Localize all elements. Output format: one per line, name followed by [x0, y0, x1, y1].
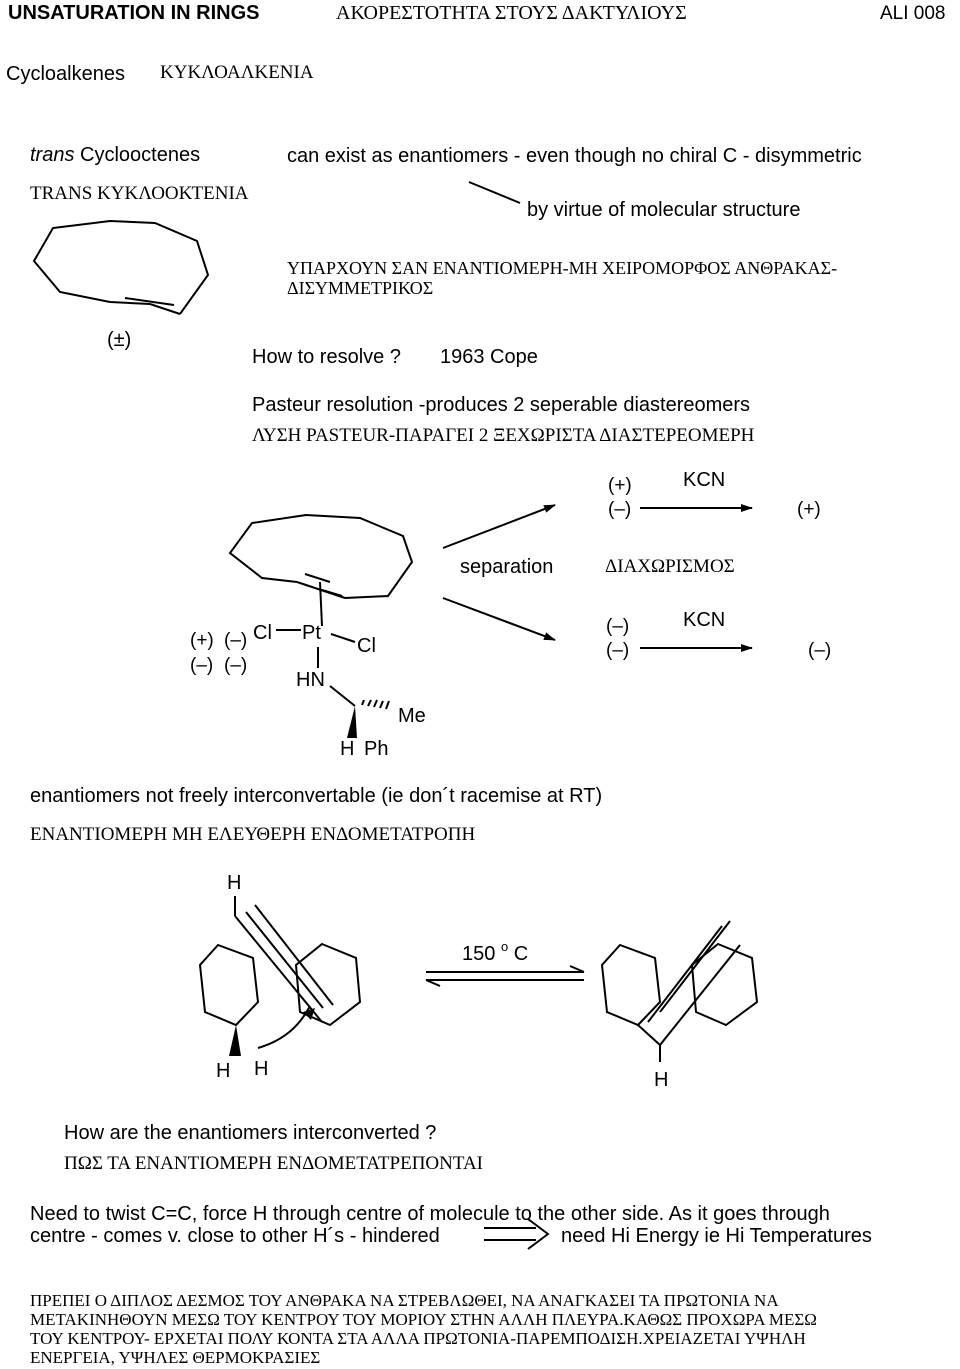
enantiomer-claim: can exist as enantiomers - even though no chiral C - disymmetric: [287, 145, 862, 167]
platinum-atom: Pt: [302, 622, 321, 644]
enantiomer-claim-greek-1: ΥΠΑΡΧΟΥΝ ΣΑΝ ΕΝΑΝΤΙΟΜΕΡΗ-ΜΗ ΧΕΙΡΟΜΟΡΦΟΣ ΑΝΘΡΑΚΑΣ-: [287, 258, 838, 278]
separation-arrow-up: [443, 505, 555, 548]
resolve-question: How to resolve ?: [252, 346, 401, 368]
greek-explanation-1: ΠΡΕΠΕΙ Ο ΔΙΠΛΟΣ ΔΕΣΜΟΣ ΤΟΥ ΑΝΘΡΑΚΑ ΝΑ ΣΤΡΕΒΛΩΘΕΙ, ΝΑ ΑΝΑΓΚΑΣΕΙ ΤΑ ΠΡΩΤΟΝΙΑ ΝΑ: [30, 1291, 779, 1310]
hashed-bond: [362, 700, 389, 709]
trans-cyclooctenes-greek: TRANS ΚΥΚΛΟΟΚΤΕΝΙΑ: [30, 183, 249, 204]
trans-cyclooctenes-label: trans Cyclooctenes: [30, 144, 201, 166]
mix-minus-1: (–): [224, 630, 248, 651]
explanation-line-2: centre - comes v. close to other H´s - hindered: [30, 1225, 440, 1247]
enantiomer-claim-greek-2: ΔΙΣΥΜΜΕΤΡΙΚΟΣ: [287, 278, 434, 298]
page-title-greek: ΑΚΟΡΕΣΤΟΤΗΤΑ ΣΤΟΥΣ ΔΑΚΤΥΛΙΟΥΣ: [336, 2, 687, 24]
interconversion-question: How are the enantiomers interconverted ?: [64, 1122, 437, 1144]
right-enantiomer-structure: [602, 921, 757, 1062]
phenyl-group: Ph: [364, 738, 389, 760]
page-title: UNSATURATION IN RINGS: [8, 2, 260, 24]
cope-1963: 1963 Cope: [440, 346, 538, 368]
amine-nh: HN: [296, 669, 325, 691]
hydrogen-bottom-right: H: [654, 1069, 669, 1091]
hydrogen-bottom-moving: H: [254, 1058, 269, 1080]
equilibrium-arrows-icon: [426, 966, 584, 986]
page-code: ALI 008: [880, 3, 946, 24]
explanation-line-1: Need to twist C=C, force H through centre of molecule to the other side. As it goes through: [30, 1203, 830, 1225]
mix-minus-3: (–): [224, 655, 248, 676]
chlorine-left: Cl: [253, 622, 272, 644]
greek-explanation-2: ΜΕΤΑΚΙΝΗΘΟΥΝ ΜΕΣΩ ΤΟΥ ΚΕΝΤΡΟΥ ΤΟΥ ΜΟΡΙΟΥ ΣΤΗΝ ΑΛΛΗ ΠΛΕΥΡΑ.ΚΑΘΩΣ ΠΡΟΧΩΡΑ ΜΕΣΩ: [30, 1310, 817, 1329]
pt-complex-structure: [230, 515, 412, 706]
lower-diastereomer-minus-1: (–): [606, 616, 630, 637]
pointer-line: [469, 182, 520, 203]
wedge-hydrogen: [229, 1025, 241, 1056]
product-plus: (+): [797, 499, 821, 520]
virtue-text: by virtue of molecular structure: [527, 199, 801, 221]
hydrogen-bottom-left: H: [216, 1060, 231, 1082]
lower-diastereomer-minus-2: (–): [606, 640, 630, 661]
separation-label: separation: [460, 556, 554, 578]
not-interconvertable-note: enantiomers not freely interconvertable (ie don´t racemise at RT): [30, 785, 603, 807]
mix-plus-1: (+): [190, 630, 214, 651]
wedge-bond: [347, 706, 357, 738]
hydrogen-top: H: [227, 872, 242, 894]
greek-explanation-3: ΤΟΥ ΚΕΝΤΡΟΥ- ΕΡΧΕΤΑΙ ΠΟΛΥ ΚΟΝΤΑ ΣΤΑ ΑΛΛΑ ΠΡΩΤΟΝΙΑ-ΠΑΡΕΜΠΟΔΙΣΗ.ΧΡΕΙΑΖΕΤΑΙ ΥΨΗΛΗ: [30, 1329, 806, 1348]
upper-diastereomer-minus: (–): [608, 499, 632, 520]
pasteur-resolution-greek: ΛΥΣΗ PASTEUR-ΠΑΡΑΓΕΙ 2 ΞΕΧΩΡΙΣΤΑ ΔΙΑΣΤΕΡΕΟΜΕΡΗ: [252, 425, 755, 446]
amine-hydrogen: H: [340, 738, 355, 760]
methyl-group: Me: [398, 705, 426, 727]
chlorine-right: Cl: [357, 635, 376, 657]
separation-arrow-down: [443, 598, 555, 640]
separation-label-greek: ΔΙΑΧΩΡΙΣΜΟΣ: [605, 556, 735, 577]
trans-cyclooctene-structure: [34, 221, 208, 314]
left-enantiomer-structure: [200, 896, 360, 1048]
implies-double-arrow-icon: [484, 1219, 548, 1249]
greek-explanation-4: ΕΝΕΡΓΕΙΑ, ΥΨΗΛΕΣ ΘΕΡΜΟΚΡΑΣΙΕΣ: [30, 1348, 321, 1367]
kcn-lower: KCN: [683, 609, 726, 631]
explanation-conclusion: need Hi Energy ie Hi Temperatures: [561, 1225, 872, 1247]
pasteur-resolution: Pasteur resolution -produces 2 seperable diastereomers: [252, 394, 751, 416]
kcn-upper: KCN: [683, 469, 726, 491]
racemic-label: (±): [107, 329, 132, 351]
section-title: Cycloalkenes: [6, 63, 125, 85]
not-interconvertable-note-greek: ΕΝΑΝΤΙΟΜΕΡΗ ΜΗ ΕΛΕΥΘΕΡΗ ΕΝΔΟΜΕΤΑΤΡΟΠΗ: [30, 824, 476, 845]
temperature-label: 150 $^o$ C: [462, 939, 529, 965]
upper-diastereomer-plus-1: (+): [608, 475, 632, 496]
section-title-greek: ΚΥΚΛΟΑΛΚΕΝΙΑ: [160, 62, 314, 83]
product-minus: (–): [808, 640, 832, 661]
mix-minus-2: (–): [190, 655, 214, 676]
interconversion-question-greek: ΠΩΣ ΤΑ ΕΝΑΝΤΙΟΜΕΡΗ ΕΝΔΟΜΕΤΑΤΡΕΠΟΝΤΑΙ: [64, 1153, 483, 1174]
